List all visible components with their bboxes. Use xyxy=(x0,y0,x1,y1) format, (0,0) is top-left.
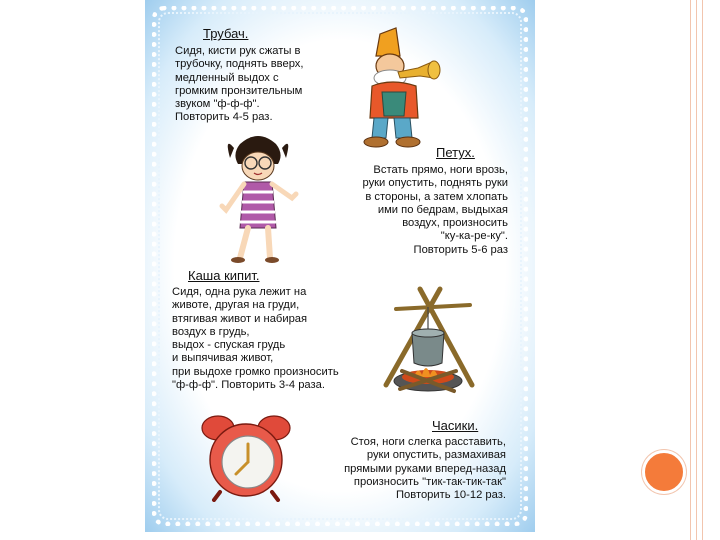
campfire-pot-icon xyxy=(380,285,478,403)
section-text-porridge: Сидя, одна рука лежит на животе, другая на груди, втягивая живот и набирая воздух в грудь, выдох - спуская грудь и выпячивая живот, при выдохе громко произносить "ф-ф-ф". Повторить 3-4 раза. xyxy=(172,286,339,392)
section-title-trumpeter: Трубач. xyxy=(203,26,249,41)
slide-bullet-dot-icon xyxy=(642,450,686,494)
section-text-trumpeter: Сидя, кисти рук сжаты в трубочку, поднять вверх, медленный выдох с громким пронзительным звуком "ф-ф-ф". Повторить 4-5 раз. xyxy=(175,45,304,124)
section-title-rooster: Петух. xyxy=(436,145,475,160)
girl-with-glasses-icon xyxy=(218,132,300,264)
slide-border-line-2 xyxy=(696,0,697,540)
alarm-clock-icon xyxy=(196,410,296,502)
section-title-clock: Часики. xyxy=(432,418,479,433)
section-title-porridge: Каша кипит. xyxy=(188,268,260,283)
section-text-clock: Стоя, ноги слегка расставить, руки опустить, размахивая прямыми руками вперед-назад произносить "тик-так-тик-так" Повторить 10-12 раз. xyxy=(344,436,506,502)
dwarf-trumpeter-icon xyxy=(358,26,450,150)
slide-border-line-3 xyxy=(702,0,703,540)
slide-border-line-1 xyxy=(690,0,691,540)
section-text-rooster: Встать прямо, ноги врозь, руки опустить, поднять руки в стороны, а затем хлопать ими по бедрам, выдыхая воздух, произносить "ку-ка-ре-ку". Повторить 5-6 раз xyxy=(362,164,508,256)
